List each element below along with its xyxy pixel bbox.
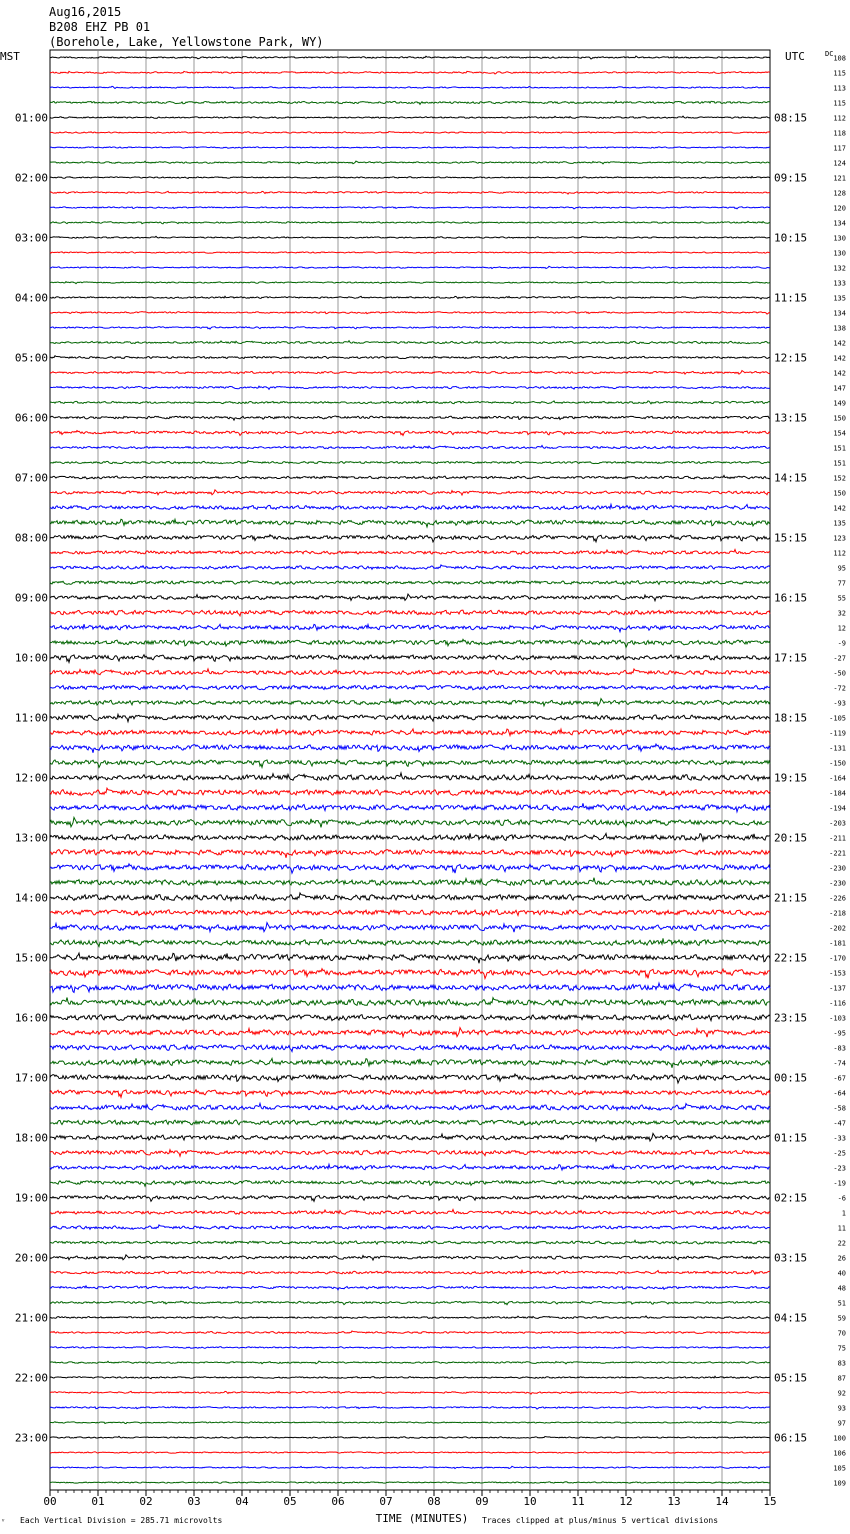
mst-hour-label: 18:00 (14, 1131, 48, 1145)
seismic-trace (50, 116, 770, 118)
seismic-trace (50, 86, 770, 88)
utc-hour-label: 08:15 (774, 111, 808, 125)
seismic-trace (50, 1391, 770, 1394)
seismic-trace (50, 910, 770, 916)
seismic-trace (50, 431, 770, 436)
utc-hour-label: 03:15 (774, 1251, 808, 1265)
seismic-trace (50, 1301, 770, 1305)
dc-offset-value: -19 (833, 1179, 846, 1188)
station-code: B208 EHZ PB 01 (49, 20, 151, 34)
x-tick-label: 09 (475, 1495, 489, 1508)
seismic-trace (50, 893, 770, 901)
dc-offset-value: 105 (833, 1464, 846, 1473)
dc-offset-value: 97 (837, 1419, 846, 1428)
dc-offset-value: 1 (841, 1209, 846, 1218)
footer-mark: ⱽ (1, 1518, 6, 1526)
label-layer (0, 50, 846, 1526)
left-timezone-label: MST (0, 50, 20, 63)
seismic-trace (50, 1316, 770, 1319)
dc-offset-value: 130 (833, 249, 846, 258)
seismic-trace (50, 669, 770, 675)
dc-offset-value: 93 (837, 1404, 846, 1413)
dc-offset-value: -83 (833, 1044, 846, 1053)
seismic-trace (50, 386, 770, 389)
dc-offset-value: 150 (833, 414, 846, 423)
dc-offset-value: 142 (833, 504, 846, 513)
seismic-trace (50, 445, 770, 448)
mst-hour-label: 15:00 (14, 951, 48, 965)
seismic-trace (50, 519, 770, 527)
dc-offset-value: 124 (833, 159, 846, 168)
dc-offset-value: 59 (837, 1314, 846, 1323)
seismic-trace (50, 252, 770, 253)
seismic-trace (50, 788, 770, 795)
seismic-trace (50, 1361, 770, 1364)
dc-offset-value: 133 (833, 279, 846, 288)
seismic-trace (50, 1422, 770, 1424)
dc-offset-value: 142 (833, 369, 846, 378)
dc-offset-value: -25 (833, 1149, 846, 1158)
dc-offset-value: -105 (829, 714, 846, 723)
dc-offset-value: -131 (829, 744, 846, 753)
seismic-trace (50, 565, 770, 569)
dc-offset-value: -23 (833, 1164, 846, 1173)
dc-offset-value: -181 (829, 939, 846, 948)
seismic-trace (50, 356, 770, 359)
dc-offset-value: 154 (833, 429, 846, 438)
dc-offset-value: 123 (833, 534, 846, 543)
seismic-trace (50, 1103, 770, 1110)
x-tick-label: 06 (331, 1495, 345, 1508)
dc-offset-value: 121 (833, 174, 846, 183)
dc-offset-value: 151 (833, 459, 846, 468)
seismic-trace (50, 1452, 770, 1453)
seismic-trace (50, 714, 770, 721)
seismic-trace (50, 1331, 770, 1334)
dc-offset-value: 118 (833, 129, 846, 138)
dc-offset-value: 100 (833, 1434, 846, 1443)
seismic-trace (50, 504, 770, 509)
dc-offset-value: 22 (837, 1239, 846, 1248)
dc-offset-value: 26 (837, 1254, 846, 1263)
dc-offset-value: 115 (833, 99, 846, 108)
mst-hour-label: 08:00 (14, 531, 48, 545)
dc-offset-value: 149 (833, 399, 846, 408)
seismic-trace (50, 1045, 770, 1052)
utc-hour-label: 10:15 (774, 231, 808, 245)
seismic-trace (50, 1120, 770, 1125)
footer-scale-note: Each Vertical Division = 285.71 microvolts (20, 1516, 223, 1525)
dc-offset-value: -74 (833, 1059, 846, 1068)
seismic-trace (50, 56, 770, 59)
dc-offset-value: 32 (837, 609, 846, 618)
seismic-trace (50, 1406, 770, 1409)
mst-hour-label: 14:00 (14, 891, 48, 905)
x-tick-label: 01 (91, 1495, 105, 1508)
dc-offset-value: 112 (833, 114, 846, 123)
seismic-trace (50, 938, 770, 946)
seismic-trace (50, 296, 770, 299)
dc-offset-value: -27 (833, 654, 846, 663)
dc-offset-value: 51 (837, 1299, 846, 1308)
seismic-trace (50, 1436, 770, 1438)
dc-offset-value: 109 (833, 1479, 846, 1488)
seismic-trace (50, 1376, 770, 1378)
dc-offset-value: -137 (829, 984, 846, 993)
seismic-trace (50, 1133, 770, 1141)
seismic-trace (50, 1074, 770, 1083)
dc-offset-value: 77 (837, 579, 846, 588)
seismic-trace (50, 581, 770, 585)
seismic-trace (50, 1180, 770, 1186)
dc-offset-value: 113 (833, 84, 846, 93)
seismic-trace (50, 147, 770, 148)
dc-offset-value: -64 (833, 1089, 846, 1098)
dc-offset-value: -50 (833, 669, 846, 678)
dc-offset-value: 134 (833, 219, 846, 228)
dc-offset-value: -211 (829, 834, 846, 843)
x-tick-label: 04 (235, 1495, 249, 1508)
seismic-trace (50, 416, 770, 420)
dc-offset-value: 117 (833, 144, 846, 153)
seismic-trace (50, 1240, 770, 1244)
seismic-trace (50, 550, 770, 555)
seismic-trace (50, 803, 770, 812)
mst-hour-label: 11:00 (14, 711, 48, 725)
dc-offset-value: 130 (833, 234, 846, 243)
x-tick-label: 12 (619, 1495, 633, 1508)
mst-hour-label: 13:00 (14, 831, 48, 845)
seismic-trace (50, 729, 770, 736)
dc-offset-value: -230 (829, 864, 846, 873)
utc-hour-label: 20:15 (774, 831, 808, 845)
dc-offset-value: 48 (837, 1284, 846, 1293)
dc-offset-value: -170 (829, 954, 846, 963)
seismic-trace (50, 131, 770, 133)
dc-offset-value: 106 (833, 1449, 846, 1458)
mst-hour-label: 23:00 (14, 1431, 48, 1445)
dc-offset-value: -116 (829, 999, 846, 1008)
seismic-trace (50, 850, 770, 858)
utc-hour-label: 14:15 (774, 471, 808, 485)
right-timezone-label: UTC (785, 50, 805, 63)
x-axis-title: TIME (MINUTES) (375, 1512, 469, 1525)
mst-hour-label: 03:00 (14, 231, 48, 245)
seismic-trace (50, 1164, 770, 1170)
dc-offset-value: 11 (837, 1224, 846, 1233)
mst-hour-label: 17:00 (14, 1071, 48, 1085)
mst-hour-label: 12:00 (14, 771, 48, 785)
dc-offset-value: 55 (837, 594, 846, 603)
seismic-trace (50, 744, 770, 753)
x-tick-label: 02 (139, 1495, 153, 1508)
x-tick-label: 00 (43, 1495, 57, 1508)
dc-offset-value: -9 (837, 639, 846, 648)
seismic-trace (50, 311, 770, 314)
dc-offset-value: -6 (837, 1194, 846, 1203)
x-tick-label: 03 (187, 1495, 201, 1508)
seismic-trace (50, 1028, 770, 1037)
mst-hour-label: 20:00 (14, 1251, 48, 1265)
seismic-trace (50, 639, 770, 647)
seismic-trace (50, 71, 770, 74)
utc-hour-label: 13:15 (774, 411, 808, 425)
x-tick-label: 10 (523, 1495, 537, 1508)
dc-offset-header: DC (825, 50, 834, 58)
seismic-trace (50, 1347, 770, 1349)
seismic-trace (50, 864, 770, 873)
mst-hour-label: 02:00 (14, 171, 48, 185)
seismic-trace (50, 923, 770, 932)
mst-hour-label: 01:00 (14, 111, 48, 125)
dc-offset-value: -67 (833, 1074, 846, 1083)
dc-offset-value: 142 (833, 339, 846, 348)
x-tick-label: 07 (379, 1495, 393, 1508)
dc-offset-value: 138 (833, 324, 846, 333)
seismic-trace (50, 760, 770, 768)
seismic-trace (50, 101, 770, 104)
dc-offset-value: -119 (829, 729, 846, 738)
seismic-trace (50, 953, 770, 963)
dc-offset-value: -72 (833, 684, 846, 693)
dc-offset-value: -230 (829, 879, 846, 888)
trace-layer (50, 56, 770, 1483)
dc-offset-value: 147 (833, 384, 846, 393)
dc-offset-value: -202 (829, 924, 846, 933)
x-tick-label: 11 (571, 1495, 585, 1508)
mst-hour-label: 21:00 (14, 1311, 48, 1325)
dc-offset-value: 135 (833, 294, 846, 303)
seismic-trace (50, 969, 770, 979)
mst-hour-label: 16:00 (14, 1011, 48, 1025)
dc-offset-value: 112 (833, 549, 846, 558)
dc-offset-value: 92 (837, 1389, 846, 1398)
seismic-trace (50, 878, 770, 886)
dc-offset-value: -218 (829, 909, 846, 918)
dc-offset-value: 95 (837, 564, 846, 573)
seismic-trace (50, 773, 770, 781)
utc-hour-label: 12:15 (774, 351, 808, 365)
utc-hour-label: 17:15 (774, 651, 808, 665)
seismic-trace (50, 1255, 770, 1260)
dc-offset-value: -47 (833, 1119, 846, 1128)
utc-hour-label: 19:15 (774, 771, 808, 785)
dc-offset-value: 134 (833, 309, 846, 318)
seismic-trace (50, 236, 770, 238)
dc-offset-value: 120 (833, 204, 846, 213)
dc-offset-value: 142 (833, 354, 846, 363)
dc-offset-value: 40 (837, 1269, 846, 1278)
mst-hour-label: 22:00 (14, 1371, 48, 1385)
seismic-trace (50, 594, 770, 601)
chart-date: Aug16,2015 (49, 5, 122, 19)
dc-offset-value: -103 (829, 1014, 846, 1023)
seismic-trace (50, 221, 770, 223)
seismic-trace (50, 655, 770, 663)
seismic-trace (50, 371, 770, 375)
seismic-trace (50, 490, 770, 495)
seismic-trace (50, 1150, 770, 1156)
utc-hour-label: 05:15 (774, 1371, 808, 1385)
dc-offset-value: 150 (833, 489, 846, 498)
seismic-trace (50, 817, 770, 827)
dc-offset-value: 75 (837, 1344, 846, 1353)
seismic-trace (50, 282, 770, 284)
dc-offset-value: 152 (833, 474, 846, 483)
x-tick-label: 13 (667, 1495, 681, 1508)
x-tick-label: 15 (763, 1495, 777, 1508)
footer-clip-note: Traces clipped at plus/minus 5 vertical divisions (482, 1516, 719, 1525)
seismic-trace (50, 610, 770, 616)
dc-offset-value: -221 (829, 849, 846, 858)
seismic-trace (50, 327, 770, 330)
seismic-trace (50, 161, 770, 164)
mst-hour-label: 06:00 (14, 411, 48, 425)
dc-offset-value: -58 (833, 1104, 846, 1113)
x-tick-label: 14 (715, 1495, 729, 1508)
dc-offset-value: 128 (833, 189, 846, 198)
mst-hour-label: 07:00 (14, 471, 48, 485)
seismic-trace (50, 341, 770, 344)
seismic-trace (50, 1286, 770, 1290)
seismic-trace (50, 1270, 770, 1274)
mst-hour-label: 09:00 (14, 591, 48, 605)
seismic-trace (50, 401, 770, 404)
dc-offset-value: -203 (829, 819, 846, 828)
utc-hour-label: 15:15 (774, 531, 808, 545)
utc-hour-label: 11:15 (774, 291, 808, 305)
dc-offset-value: -184 (829, 789, 846, 798)
x-tick-label: 08 (427, 1495, 441, 1508)
utc-hour-label: 16:15 (774, 591, 808, 605)
seismic-trace (50, 997, 770, 1005)
seismic-trace (50, 1195, 770, 1201)
seismic-trace (50, 266, 770, 268)
utc-hour-label: 09:15 (774, 171, 808, 185)
dc-offset-value: 83 (837, 1359, 846, 1368)
seismic-trace (50, 624, 770, 632)
dc-offset-value: -33 (833, 1134, 846, 1143)
dc-offset-value: 70 (837, 1329, 846, 1338)
dc-offset-value: 132 (833, 264, 846, 273)
seismic-trace (50, 699, 770, 706)
seismic-trace (50, 833, 770, 840)
x-tick-label: 05 (283, 1495, 297, 1508)
utc-hour-label: 04:15 (774, 1311, 808, 1325)
utc-hour-label: 02:15 (774, 1191, 808, 1205)
utc-hour-label: 00:15 (774, 1071, 808, 1085)
dc-offset-value: 108 (833, 54, 846, 63)
seismic-trace (50, 461, 770, 464)
seismic-trace (50, 1482, 770, 1484)
dc-offset-value: 135 (833, 519, 846, 528)
dc-offset-value: -95 (833, 1029, 846, 1038)
dc-offset-value: 151 (833, 444, 846, 453)
seismic-trace (50, 1225, 770, 1229)
seismic-trace (50, 1210, 770, 1215)
dc-offset-value: -153 (829, 969, 846, 978)
dc-offset-value: -150 (829, 759, 846, 768)
seismic-trace (50, 207, 770, 209)
utc-hour-label: 22:15 (774, 951, 808, 965)
utc-hour-label: 21:15 (774, 891, 808, 905)
dc-offset-value: -226 (829, 894, 846, 903)
utc-hour-label: 18:15 (774, 711, 808, 725)
seismic-trace (50, 1090, 770, 1098)
seismic-trace (50, 1015, 770, 1021)
plot-frame (50, 50, 770, 1490)
dc-offset-value: 87 (837, 1374, 846, 1383)
dc-offset-value: -194 (829, 804, 846, 813)
mst-hour-label: 19:00 (14, 1191, 48, 1205)
utc-hour-label: 01:15 (774, 1131, 808, 1145)
mst-hour-label: 10:00 (14, 651, 48, 665)
seismic-trace (50, 191, 770, 194)
mst-hour-label: 05:00 (14, 351, 48, 365)
seismic-trace (50, 176, 770, 178)
dc-offset-value: 12 (837, 624, 846, 633)
utc-hour-label: 23:15 (774, 1011, 808, 1025)
mst-hour-label: 04:00 (14, 291, 48, 305)
seismic-trace (50, 476, 770, 480)
seismic-trace (50, 685, 770, 690)
dc-offset-value: -93 (833, 699, 846, 708)
utc-hour-label: 06:15 (774, 1431, 808, 1445)
station-location: (Borehole, Lake, Yellowstone Park, WY) (49, 35, 324, 49)
dc-offset-value: 115 (833, 69, 846, 78)
seismic-trace (50, 1058, 770, 1067)
seismic-trace (50, 535, 770, 542)
seismic-trace (50, 983, 770, 992)
seismic-trace (50, 1466, 770, 1468)
dc-offset-value: -164 (829, 774, 846, 783)
